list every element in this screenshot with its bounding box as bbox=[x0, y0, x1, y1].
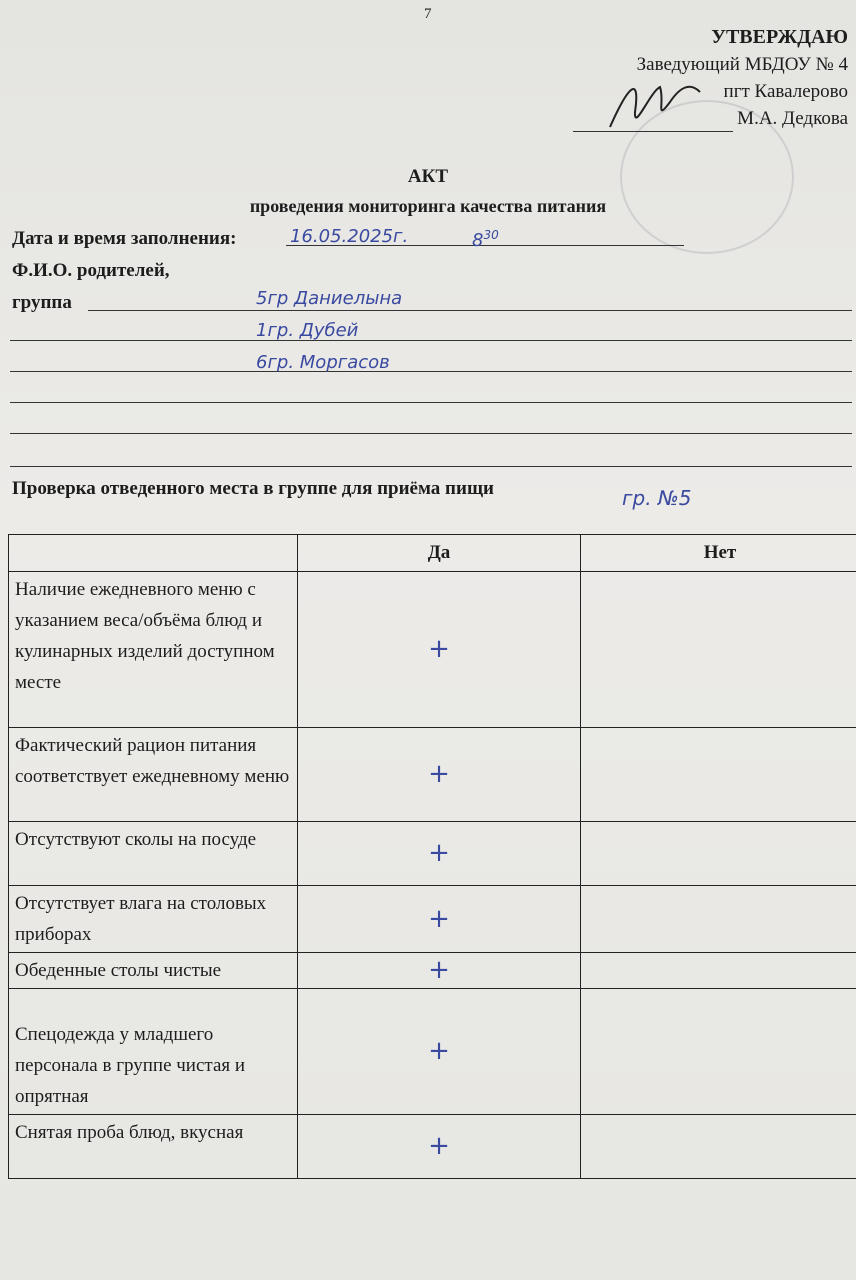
approval-position: Заведующий МБДОУ № 4 bbox=[636, 54, 848, 75]
no-cell bbox=[581, 989, 856, 1115]
table-row bbox=[9, 572, 856, 728]
doc-subtitle: проведения мониторинга качества питания bbox=[249, 196, 607, 216]
approval-name: М.А. Дедкова bbox=[737, 108, 848, 129]
doc-title: АКТ bbox=[407, 166, 449, 187]
signature-line bbox=[573, 111, 733, 132]
yes-cell: + bbox=[298, 886, 581, 953]
criterion-cell: Обеденные столы чистые bbox=[9, 953, 298, 989]
table-row bbox=[9, 953, 856, 989]
parent-entry-3: 6гр. Моргасов bbox=[256, 352, 390, 373]
approval-signature-line bbox=[573, 105, 848, 132]
parent-entry-2: 1гр. Дубей bbox=[256, 320, 359, 341]
approval-town: пгт Кавалерово bbox=[723, 81, 848, 102]
group-line bbox=[88, 310, 852, 311]
criterion-cell: Отсутствуют сколы на посуде bbox=[9, 822, 298, 886]
section-title: Проверка отведенного места в группе для приёма пищи bbox=[12, 478, 494, 499]
yes-cell: + bbox=[298, 989, 581, 1115]
time-hours: 8 bbox=[472, 230, 484, 251]
header-criterion bbox=[9, 535, 298, 572]
criterion-cell: Спецодежда у младшего персонала в группе чистая и опрятная bbox=[9, 989, 298, 1115]
no-cell bbox=[581, 822, 856, 886]
header-no: Нет bbox=[581, 535, 856, 572]
time-value bbox=[472, 228, 499, 251]
group-label: группа bbox=[12, 292, 72, 313]
yes-cell: + bbox=[298, 1115, 581, 1179]
no-cell bbox=[581, 728, 856, 822]
time-minutes: 30 bbox=[483, 228, 499, 242]
yes-cell: + bbox=[298, 953, 581, 989]
criterion-cell: Отсутствует влага на столовых приборах bbox=[9, 886, 298, 953]
parents-label: Ф.И.О. родителей, bbox=[12, 260, 170, 281]
criterion-cell: Снятая проба блюд, вкусная bbox=[9, 1115, 298, 1179]
blank-line-1 bbox=[10, 340, 852, 341]
blank-line-4 bbox=[10, 433, 852, 434]
table-row bbox=[9, 822, 856, 886]
checklist-table bbox=[8, 534, 856, 1179]
section-note: гр. №5 bbox=[622, 486, 692, 510]
blank-line-5 bbox=[10, 466, 852, 467]
yes-cell: + bbox=[298, 822, 581, 886]
yes-cell: + bbox=[298, 572, 581, 728]
table-row bbox=[9, 728, 856, 822]
date-label: Дата и время заполнения: bbox=[12, 228, 237, 249]
yes-cell: + bbox=[298, 728, 581, 822]
blank-line-3 bbox=[10, 402, 852, 403]
table-row bbox=[9, 886, 856, 953]
no-cell bbox=[581, 886, 856, 953]
no-cell bbox=[581, 953, 856, 989]
page-number: 7 bbox=[424, 6, 432, 22]
approval-block bbox=[573, 24, 848, 132]
no-cell bbox=[581, 572, 856, 728]
header-yes: Да bbox=[298, 535, 581, 572]
table-row bbox=[9, 989, 856, 1115]
no-cell bbox=[581, 1115, 856, 1179]
table-header-row bbox=[9, 535, 856, 572]
criterion-cell: Наличие ежедневного меню с указанием веса/объёма блюд и кулинарных изделий доступном месте bbox=[9, 572, 298, 728]
parent-entry-1: 5гр Даниелына bbox=[256, 288, 403, 309]
criterion-cell: Фактический рацион питания соответствует ежедневному меню bbox=[9, 728, 298, 822]
date-value: 16.05.2025г. bbox=[290, 226, 409, 247]
approval-title: УТВЕРЖДАЮ bbox=[711, 26, 848, 48]
table-row bbox=[9, 1115, 856, 1179]
blank-line-2 bbox=[10, 371, 852, 372]
